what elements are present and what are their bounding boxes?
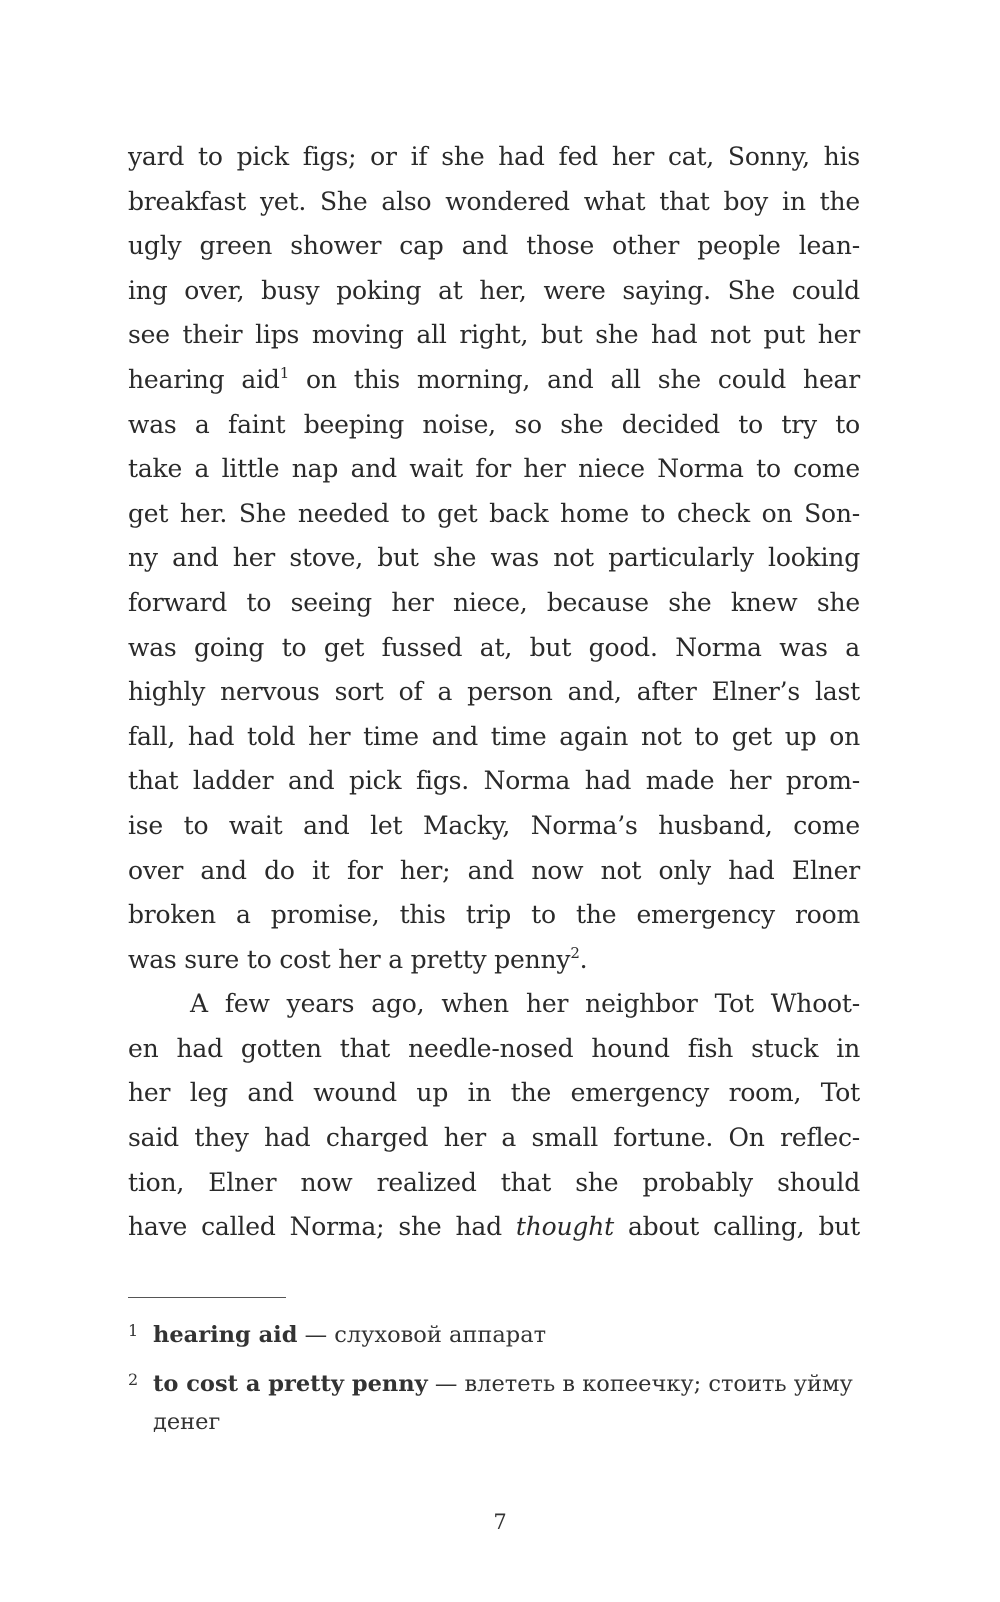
text-line: fall, had told her time and time again not to get up on: [128, 721, 860, 751]
page-number: 7: [493, 1510, 507, 1534]
text-segment: hearing aid: [128, 364, 280, 394]
text-segment: have called Norma; she had: [128, 1212, 516, 1242]
text-line: was a faint beeping noise, so she decided to try to: [128, 409, 860, 439]
text-line: get her. She needed to get back home to check on Son-: [128, 498, 860, 528]
footnote-separator: —: [427, 1371, 465, 1397]
footnotes: [128, 1316, 868, 1452]
text-line: A few years ago, when her neighbor Tot Whoot-: [190, 989, 860, 1019]
text-line: tion, Elner now realized that she probably should: [128, 1167, 860, 1197]
footnote-2: [128, 1365, 868, 1441]
text-line: [128, 358, 860, 403]
text-line: see their lips moving all right, but she had not put her: [128, 320, 860, 350]
emphasis-thought: thought: [515, 1212, 614, 1242]
footnote-translation: слуховой аппарат: [334, 1322, 547, 1348]
text-line: yard to pick figs; or if she had fed her cat, Sonny, his: [128, 142, 860, 171]
text-line: ugly green shower cap and those other people lean-: [128, 231, 860, 261]
text-line: over and do it for her; and now not only had Elner: [128, 855, 860, 885]
text-line: [128, 938, 860, 983]
text-line: her leg and wound up in the emergency room, Tot: [128, 1078, 860, 1108]
footnote-ref-1[interactable]: 1: [279, 363, 290, 382]
footnote-separator: —: [297, 1322, 335, 1348]
text-line: was going to get fussed at, but good. Norma was a: [128, 632, 860, 662]
text-segment: was sure to cost her a pretty penny: [128, 944, 571, 974]
text-line: take a little nap and wait for her niece Norma to come: [128, 454, 860, 484]
body-text: [128, 135, 860, 1250]
text-line: that ladder and pick figs. Norma had made her prom-: [128, 766, 860, 796]
text-line: forward to seeing her niece, because she knew she: [128, 587, 860, 617]
footnote-term: to cost a pretty penny: [153, 1371, 428, 1397]
footnote-number: 2: [128, 1370, 139, 1389]
text-line: ny and her stove, but she was not particularly looking: [128, 543, 860, 573]
text-line: [128, 1205, 860, 1250]
text-line: broken a promise, this trip to the emergency room: [128, 900, 860, 930]
footnote-translation: влететь в копеечку; стоить уйму денег: [153, 1371, 853, 1435]
text-line: ing over, busy poking at her, were saying. She could: [128, 275, 860, 305]
text-segment: about calling, but: [613, 1212, 860, 1242]
footnote-number: 1: [128, 1321, 139, 1340]
text-line: ise to wait and let Macky, Norma’s husband, come: [128, 810, 860, 840]
text-line: said they had charged her a small fortune. On reflec-: [128, 1123, 860, 1153]
footnote-divider: [128, 1297, 286, 1298]
text-line: highly nervous sort of a person and, after Elner’s last: [128, 677, 860, 707]
text-segment: .: [579, 944, 588, 974]
footnote-term: hearing aid: [153, 1322, 298, 1348]
footnote-1: [128, 1316, 868, 1354]
footnote-ref-2[interactable]: 2: [570, 943, 580, 962]
text-line: breakfast yet. She also wondered what that boy in the: [128, 186, 860, 216]
text-line: en had gotten that needle-nosed hound fish stuck in: [128, 1033, 860, 1063]
text-segment: on this morning, and all she could hear: [289, 364, 860, 394]
